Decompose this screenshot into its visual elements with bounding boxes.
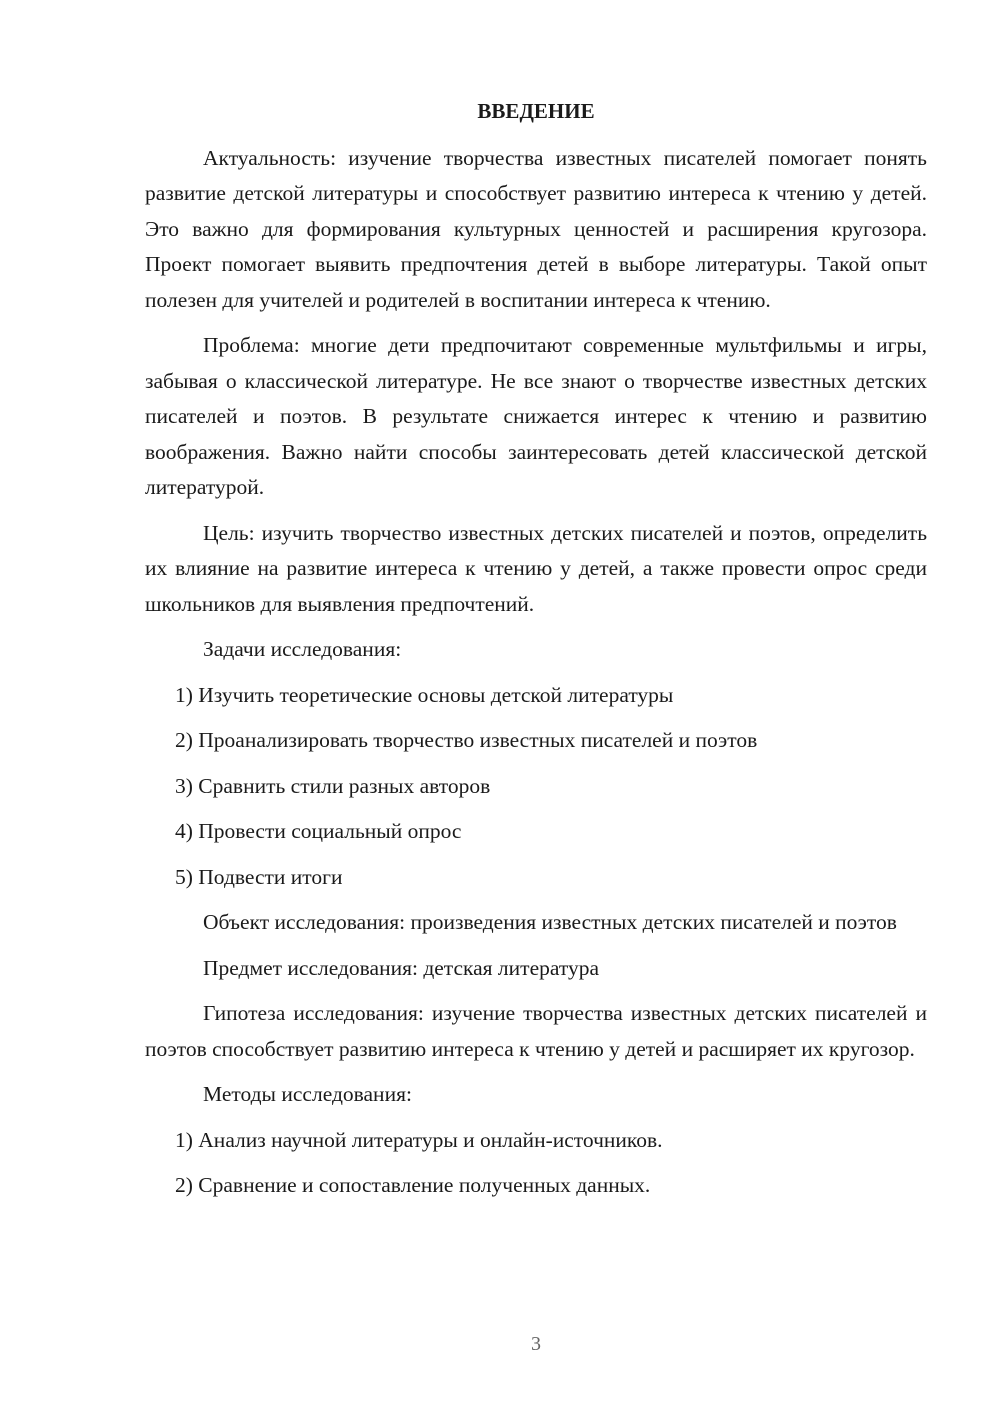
page-number: 3 <box>531 1333 541 1355</box>
list-item: 2) Сравнение и сопоставление полученных данных. <box>175 1173 651 1197</box>
section-title: ВВЕДЕНИЕ <box>477 99 595 123</box>
paragraph-subject: Предмет исследования: детская литература <box>203 955 599 980</box>
list-item: 5) Подвести итоги <box>175 864 343 889</box>
tasks-list <box>145 678 927 896</box>
document-page <box>145 94 927 1214</box>
list-item: 1) Анализ научной литературы и онлайн-источников. <box>175 1127 663 1152</box>
paragraph-hypothesis: Гипотеза исследования: изучение творчества известных детских писателей и поэтов способствует развитию интереса к чтению у детей и расширяет их кругозор. <box>145 1001 927 1061</box>
methods-list <box>145 1123 927 1204</box>
methods-heading: Методы исследования: <box>203 1082 412 1106</box>
paragraph-problem: Проблема: многие дети предпочитают современные мультфильмы и игры, забывая о классической литературе. Не все знают о творчестве известных детских писателей и поэтов. В результате снижается интерес к чтению и развитию воображения. Важно найти способы заинтересовать детей классической детской литературой. <box>145 333 927 499</box>
tasks-heading: Задачи исследования: <box>203 637 402 661</box>
list-item: 1) Изучить теоретические основы детской литературы <box>175 682 674 707</box>
list-item: 4) Провести социальный опрос <box>175 819 462 843</box>
paragraph-goal: Цель: изучить творчество известных детских писателей и поэтов, определить их влияние на развитие интереса к чтению у детей, а также провести опрос среди школьников для выявления предпочтений. <box>145 520 927 616</box>
list-item: 3) Сравнить стили разных авторов <box>175 773 491 798</box>
paragraph-relevance: Актуальность: изучение творчества известных писателей помогает понять развитие детской литературы и способствует развитию интереса к чтению у детей. Это важно для формирования культурных ценностей и расширения кругозора. Проект помогает выявить предпочтения детей в выборе литературы. Такой опыт полезен для учителей и родителей в воспитании интереса к чтению. <box>145 145 927 312</box>
paragraph-object: Объект исследования: произведения известных детских писателей и поэтов <box>203 910 897 934</box>
list-item: 2) Проанализировать творчество известных писателей и поэтов <box>175 728 758 752</box>
